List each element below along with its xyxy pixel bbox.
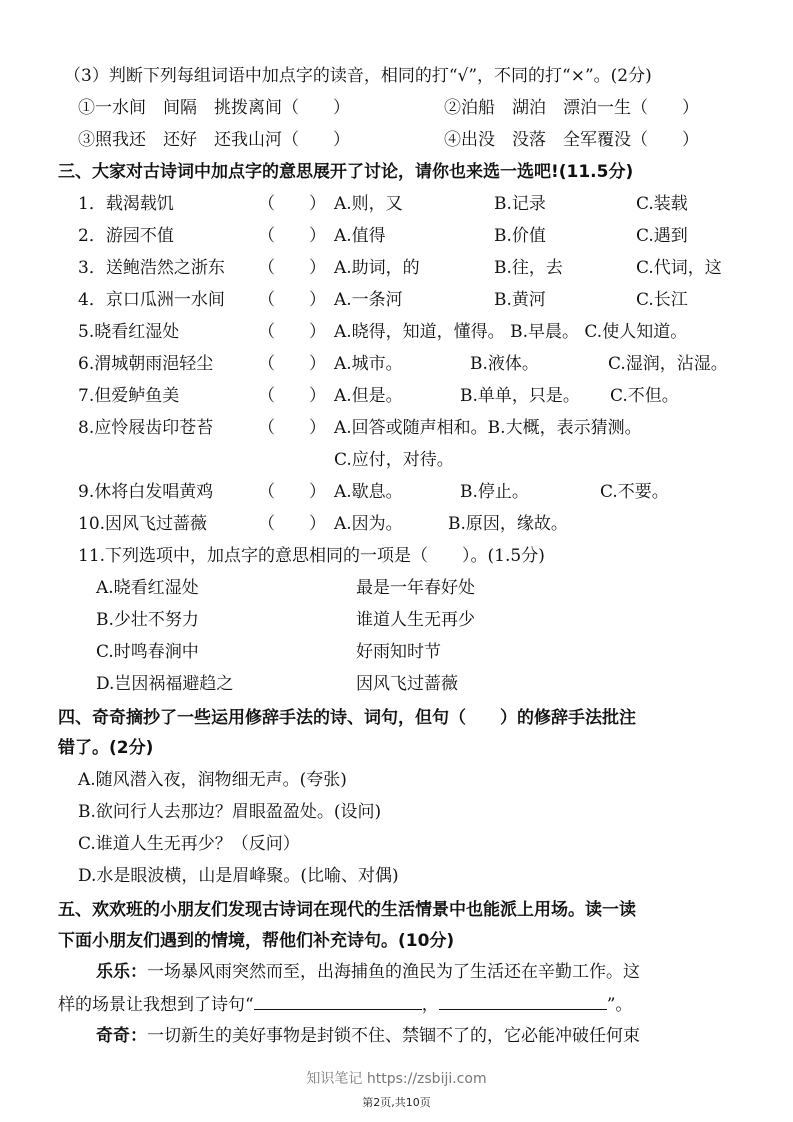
q11-option-right: 好雨知时节 [356, 642, 441, 662]
option-b: B.往，去 [494, 258, 563, 278]
speaker-lele: 乐乐： [96, 962, 147, 982]
option-c: C.代词，这 [636, 258, 722, 278]
option-c: C.不但。 [610, 386, 679, 406]
item-question: 1．载渴载饥 [78, 194, 174, 214]
q3-row1-group2: ②泊船 湖泊 漂泊一生（ ） [444, 98, 699, 118]
option-b: B.记录 [494, 194, 546, 214]
answer-paren: （ ） [258, 322, 326, 342]
answer-paren: （ ） [258, 354, 326, 374]
option-line: A.回答或随声相和。B.大概，表示猜测。 [334, 418, 642, 438]
q11-option-left: D.岂因祸福避趋之 [96, 674, 234, 694]
q3-row2-group1: ③照我还 还好 还我山河（ ） [78, 130, 350, 150]
q11-option-left: C.时鸣春涧中 [96, 642, 199, 662]
blank-separator: ， [421, 995, 439, 1015]
q11-option-left: B.少壮不努力 [96, 610, 199, 630]
section5-heading-line1: 五、欢欢班的小朋友们发现古诗词在现代的生活情景中也能派上用场。读一读 [58, 900, 636, 920]
option-b: B.黄河 [494, 290, 546, 310]
answer-paren: （ ） [258, 226, 326, 246]
option-c: C.不要。 [600, 482, 669, 502]
option-b: B.液体。 [470, 354, 539, 374]
q11-option-right: 最是一年春好处 [356, 578, 475, 598]
section4-option: A.随风潜入夜，润物细无声。(夸张) [78, 770, 347, 790]
option-a: A.但是。 [334, 386, 403, 406]
answer-paren: （ ） [258, 386, 326, 406]
option-c-continuation: C.应付，对待。 [334, 450, 454, 470]
option-b: B.单单，只是。 [460, 386, 580, 406]
option-a: A.则，又 [334, 194, 403, 214]
option-b: B.原因，缘故。 [448, 514, 568, 534]
lele-text: 一场暴风雨突然而至，出海捕鱼的渔民为了生活还在辛勤工作。这 [147, 962, 640, 982]
item-question: 10.因风飞过蔷薇 [78, 514, 208, 534]
option-c: C.湿润，沾湿。 [608, 354, 728, 374]
answer-paren: （ ） [258, 258, 326, 278]
option-a: A.歇息。 [334, 482, 403, 502]
section4-heading-line1: 四、奇奇摘抄了一些运用修辞手法的诗、词句，但句（ ）的修辞手法批注 [58, 708, 636, 728]
lele-text-end: ”。 [606, 995, 633, 1015]
item-question: 2．游园不值 [78, 226, 174, 246]
q11-option-right: 谁道人生无再少 [356, 610, 475, 630]
item-question: 5.晓看红湿处 [78, 322, 180, 342]
item-question: 8.应怜屐齿印苍苔 [78, 418, 214, 438]
answer-paren: （ ） [258, 418, 326, 438]
answer-paren: （ ） [258, 482, 326, 502]
answer-paren: （ ） [258, 514, 326, 534]
qiqi-paragraph-line1 [96, 1023, 640, 1049]
answer-paren: （ ） [258, 290, 326, 310]
option-a: A.一条河 [334, 290, 403, 310]
option-b: B.价值 [494, 226, 546, 246]
section4-heading-line2: 错了。(2分) [58, 738, 154, 758]
q3-row2-group2: ④出没 没落 全军覆没（ ） [444, 130, 699, 150]
lele-paragraph-line2 [58, 991, 632, 1017]
option-a: A.城市。 [334, 354, 403, 374]
lele-text-start: 样的场景让我想到了诗句“ [58, 995, 254, 1015]
option-a: A.因为。 [334, 514, 403, 534]
section4-option: D.水是眼波横，山是眉峰聚。(比喻、对偶) [78, 866, 399, 886]
q11-option-right: 因风飞过蔷薇 [356, 674, 458, 694]
item-question: 9.休将白发唱黄鸡 [78, 482, 214, 502]
option-a: A.值得 [334, 226, 386, 246]
qiqi-text: 一切新生的美好事物是封锁不住、禁锢不了的，它必能冲破任何束 [147, 1026, 640, 1046]
option-b: B.停止。 [460, 482, 529, 502]
poem-blank-1[interactable] [254, 991, 422, 1010]
q3-instruction: （3）判断下列每组词语中加点字的读音，相同的打“√”，不同的打“×”。(2分) [64, 66, 652, 86]
speaker-qiqi: 奇奇： [96, 1026, 147, 1046]
q11-question: 11.下列选项中，加点字的意思相同的一项是（ ）。(1.5分) [78, 546, 545, 566]
q3-row1-group1: ①一水间 间隔 挑拨离间（ ） [78, 98, 350, 118]
item-question: 3．送鲍浩然之浙东 [78, 258, 225, 278]
item-question: 4．京口瓜洲一水间 [78, 290, 225, 310]
section4-option: C.谁道人生无再少？（反问） [78, 834, 300, 854]
watermark: 知识笔记 https://zsbiji.com [306, 1071, 487, 1087]
option-c: C.装载 [636, 194, 688, 214]
answer-paren: （ ） [258, 194, 326, 214]
option-a: A.助词，的 [334, 258, 420, 278]
q11-option-left: A.晓看红湿处 [96, 578, 199, 598]
page-number: 第2页,共10页 [362, 1096, 431, 1109]
item-question: 7.但爱鲈鱼美 [78, 386, 180, 406]
section5-heading-line2: 下面小朋友们遇到的情境，帮他们补充诗句。(10分) [58, 931, 455, 951]
option-c: C.遇到 [636, 226, 688, 246]
option-line: A.晓得，知道，懂得。 B.早晨。 C.使人知道。 [334, 322, 688, 342]
section3-heading: 三、大家对古诗词中加点字的意思展开了讨论，请你也来选一选吧!(11.5分) [58, 162, 634, 182]
section4-option: B.欲问行人去那边？眉眼盈盈处。(设问) [78, 802, 382, 822]
item-question: 6.渭城朝雨浥轻尘 [78, 354, 214, 374]
lele-paragraph-line1 [96, 959, 640, 985]
poem-blank-2[interactable] [439, 991, 607, 1010]
option-c: C.长江 [636, 290, 688, 310]
